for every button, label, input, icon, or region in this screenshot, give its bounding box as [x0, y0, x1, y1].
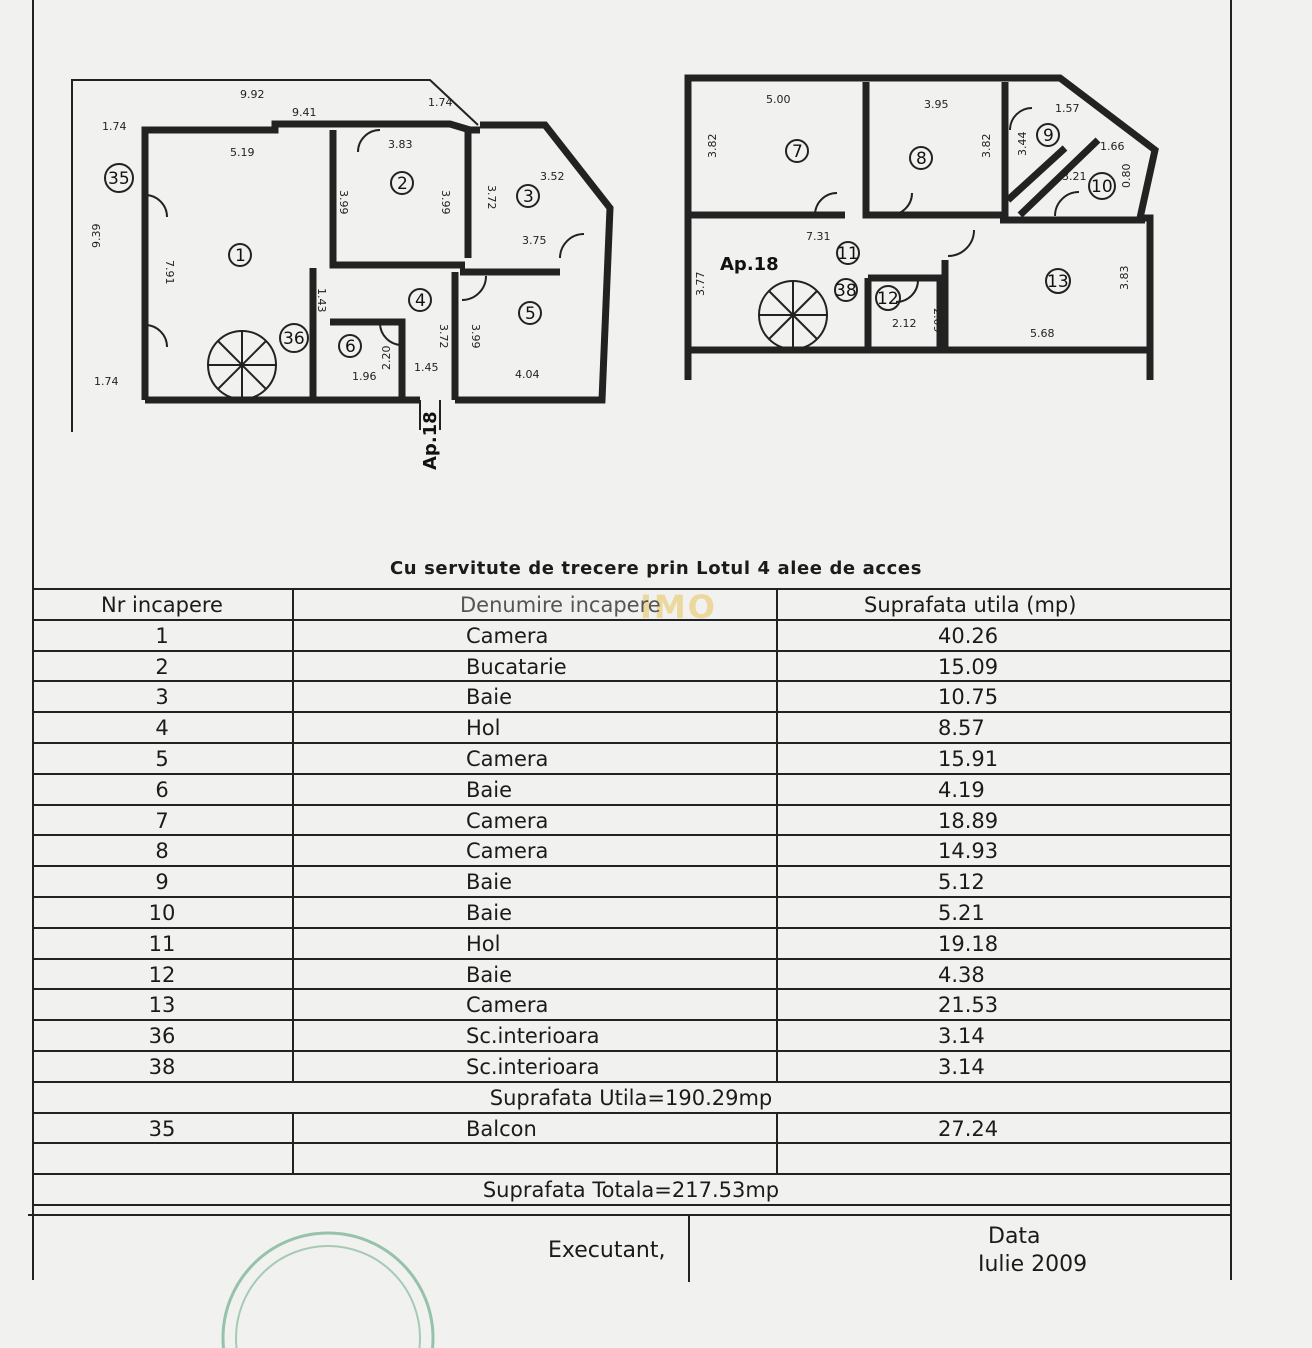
- room-number-cell: 11: [32, 929, 294, 958]
- empty-cell: [778, 1144, 1230, 1173]
- dim-text: 2.09: [931, 308, 944, 333]
- table-row: [32, 806, 1230, 837]
- dim-text: 5.68: [1030, 327, 1055, 340]
- room-number-cell: 8: [32, 836, 294, 865]
- header-room-number: Nr incapere: [32, 590, 294, 619]
- room-area-cell: 18.89: [938, 808, 999, 833]
- empty-row: [32, 1144, 1230, 1175]
- room-number-5: 5: [525, 304, 536, 324]
- room-name-cell: Camera: [294, 990, 778, 1019]
- date-value: Iulie 2009: [978, 1252, 1088, 1277]
- room-area-cell: 21.53: [938, 993, 999, 1018]
- executant-label: Executant,: [548, 1238, 666, 1263]
- dim-text: 3.52: [540, 170, 565, 183]
- signature-footer: [28, 1214, 1232, 1282]
- room-name-cell: Baie: [294, 960, 778, 989]
- room-name-cell: Baie: [294, 867, 778, 896]
- left-floor-plan: [72, 80, 610, 470]
- dim-text: 1.96: [352, 370, 377, 383]
- dim-text: 3.95: [924, 98, 949, 111]
- dim-text: 1.66: [1100, 140, 1125, 153]
- room-name-cell: Hol: [294, 929, 778, 958]
- room-name-cell: Camera: [294, 806, 778, 835]
- table-body: [32, 621, 1230, 1083]
- table-header-row: [32, 590, 1230, 621]
- door-arc-room13: [948, 230, 974, 256]
- room-area-cell: 40.26: [938, 623, 999, 648]
- subtotal-text: Suprafata Utila=190.29mp: [489, 1085, 773, 1110]
- room-number-cell: 12: [32, 960, 294, 989]
- room-number-2: 2: [397, 174, 408, 194]
- left-outer-wall-right: [455, 125, 610, 400]
- area-table: [32, 590, 1230, 1206]
- header-room-name: Denumire incapere: [294, 590, 778, 619]
- total-row: [32, 1175, 1230, 1206]
- room-area-cell: 15.91: [938, 746, 999, 771]
- room-name-cell: Baie: [294, 682, 778, 711]
- room-number-cell: 10: [32, 898, 294, 927]
- dim-text: 7.91: [163, 260, 176, 285]
- table-row: [32, 898, 1230, 929]
- table-row: [32, 929, 1230, 960]
- dim-text: 1.74: [94, 375, 119, 388]
- room-number-10: 10: [1091, 177, 1113, 197]
- room-number-7: 7: [792, 142, 803, 162]
- table-row: [32, 652, 1230, 683]
- table-row: [32, 775, 1230, 806]
- room-number-12: 12: [877, 289, 899, 309]
- dim-text: 3.83: [1118, 265, 1131, 290]
- room-name-cell: Sc.interioara: [294, 1052, 778, 1081]
- dim-text: 3.75: [522, 234, 547, 247]
- door-arc-kitchen: [358, 130, 380, 152]
- dim-text: 2.12: [892, 317, 917, 330]
- room-number-cell: 13: [32, 990, 294, 1019]
- apartment-label: Ap.18: [720, 254, 779, 275]
- header-usable-area: Suprafata utila (mp): [864, 593, 1077, 617]
- footer-divider: [688, 1216, 690, 1282]
- room-number-4: 4: [415, 291, 426, 311]
- room-area-cell: 5.12: [938, 870, 985, 895]
- door-arc-bath10: [1055, 192, 1079, 216]
- dim-text: 4.04: [515, 368, 540, 381]
- room-number-36: 36: [283, 329, 305, 349]
- room-number-8: 8: [916, 149, 927, 169]
- dim-text: 2.20: [380, 345, 393, 370]
- table-row: [32, 744, 1230, 775]
- easement-caption: Cu servitute de trecere prin Lotul 4 alee de acces: [389, 558, 923, 579]
- empty-cell: [32, 1144, 294, 1173]
- table-row: [32, 682, 1230, 713]
- balcony-row: [32, 1114, 1230, 1145]
- room-number-cell: 9: [32, 867, 294, 896]
- dim-text: 3.72: [437, 324, 450, 349]
- date-label: Data: [988, 1224, 1041, 1249]
- door-arc-bath3: [560, 234, 584, 258]
- balcony-number: 35: [32, 1114, 294, 1143]
- room-area-cell: 3.14: [938, 1054, 985, 1079]
- door-arc-bath9: [1010, 108, 1032, 130]
- entrance-label: Ap.18: [420, 411, 441, 470]
- dim-text: 5.19: [230, 146, 255, 159]
- dim-text: 0.80: [1120, 163, 1133, 188]
- room-name-cell: Camera: [294, 621, 778, 650]
- room-number-cell: 6: [32, 775, 294, 804]
- room-area-cell: 15.09: [938, 654, 999, 679]
- watermark-logo: IMO: [640, 588, 717, 626]
- dim-text: 3.99: [469, 324, 482, 349]
- round-stamp: [198, 1228, 458, 1348]
- total-text: Suprafata Totala=217.53mp: [482, 1178, 780, 1203]
- room-number-13: 13: [1047, 272, 1069, 292]
- room-area-cell: 4.19: [938, 777, 985, 802]
- dim-text: 3.77: [694, 271, 707, 296]
- dim-text: 1.45: [414, 361, 439, 374]
- room-number-cell: 7: [32, 806, 294, 835]
- room-name-cell: Baie: [294, 775, 778, 804]
- room-number-9: 9: [1043, 126, 1054, 146]
- right-outer-wall: [688, 78, 1155, 380]
- dim-text: 3.21: [1062, 170, 1087, 183]
- dim-text: 7.31: [806, 230, 831, 243]
- dim-text: 3.44: [1016, 131, 1029, 156]
- dim-text: 3.72: [485, 185, 498, 210]
- table-row: [32, 990, 1230, 1021]
- table-row: [32, 867, 1230, 898]
- room-number-cell: 36: [32, 1021, 294, 1050]
- room-area-cell: 19.18: [938, 931, 999, 956]
- room-name-cell: Camera: [294, 836, 778, 865]
- room-name-cell: Baie: [294, 898, 778, 927]
- dim-text: 3.83: [388, 138, 413, 151]
- room-number-11: 11: [837, 244, 859, 264]
- room-number-cell: 2: [32, 652, 294, 681]
- dim-text: 1.43: [315, 288, 328, 313]
- empty-cell: [294, 1144, 778, 1173]
- room-number-1: 1: [235, 246, 246, 266]
- room-name-cell: Camera: [294, 744, 778, 773]
- table-row: [32, 836, 1230, 867]
- room-area-cell: 4.38: [938, 962, 985, 987]
- balcony-name: Balcon: [294, 1114, 778, 1143]
- dim-text: 3.82: [980, 133, 993, 158]
- right-floor-plan: [688, 78, 1155, 380]
- subtotal-row: [32, 1083, 1230, 1114]
- room-number-cell: 4: [32, 713, 294, 742]
- room-number-cell: 5: [32, 744, 294, 773]
- room-area-cell: 3.14: [938, 1024, 985, 1049]
- dim-text: 9.41: [292, 106, 317, 119]
- table-row: [32, 960, 1230, 991]
- room-area-cell: 10.75: [938, 685, 999, 710]
- table-row: [32, 1021, 1230, 1052]
- room-number-cell: 38: [32, 1052, 294, 1081]
- table-row: [32, 621, 1230, 652]
- dim-text: 9.92: [240, 88, 265, 101]
- room-name-cell: Hol: [294, 713, 778, 742]
- dim-text: 5.00: [766, 93, 791, 106]
- floor-plans: [0, 0, 1312, 560]
- dim-text: 1.57: [1055, 102, 1080, 115]
- room-number-cell: 3: [32, 682, 294, 711]
- room-number-38: 38: [835, 281, 857, 301]
- room-name-cell: Sc.interioara: [294, 1021, 778, 1050]
- room-number-35: 35: [108, 169, 130, 189]
- dim-text: 9.39: [90, 223, 103, 248]
- table-row: [32, 713, 1230, 744]
- dim-text: 1.74: [428, 96, 453, 109]
- balcony-area: 27.24: [938, 1116, 999, 1141]
- room-number-6: 6: [345, 337, 356, 357]
- dim-text: 1.74: [102, 120, 127, 133]
- room-area-cell: 5.21: [938, 900, 985, 925]
- room-area-cell: 8.57: [938, 716, 985, 741]
- room-name-cell: Bucatarie: [294, 652, 778, 681]
- dim-text: 3.99: [337, 190, 350, 215]
- dim-text: 3.99: [439, 190, 452, 215]
- dim-text: 3.82: [706, 133, 719, 158]
- room-number-3: 3: [523, 187, 534, 207]
- room-area-cell: 14.93: [938, 839, 999, 864]
- table-row: [32, 1052, 1230, 1083]
- room-number-cell: 1: [32, 621, 294, 650]
- door-arc-room5: [462, 276, 486, 300]
